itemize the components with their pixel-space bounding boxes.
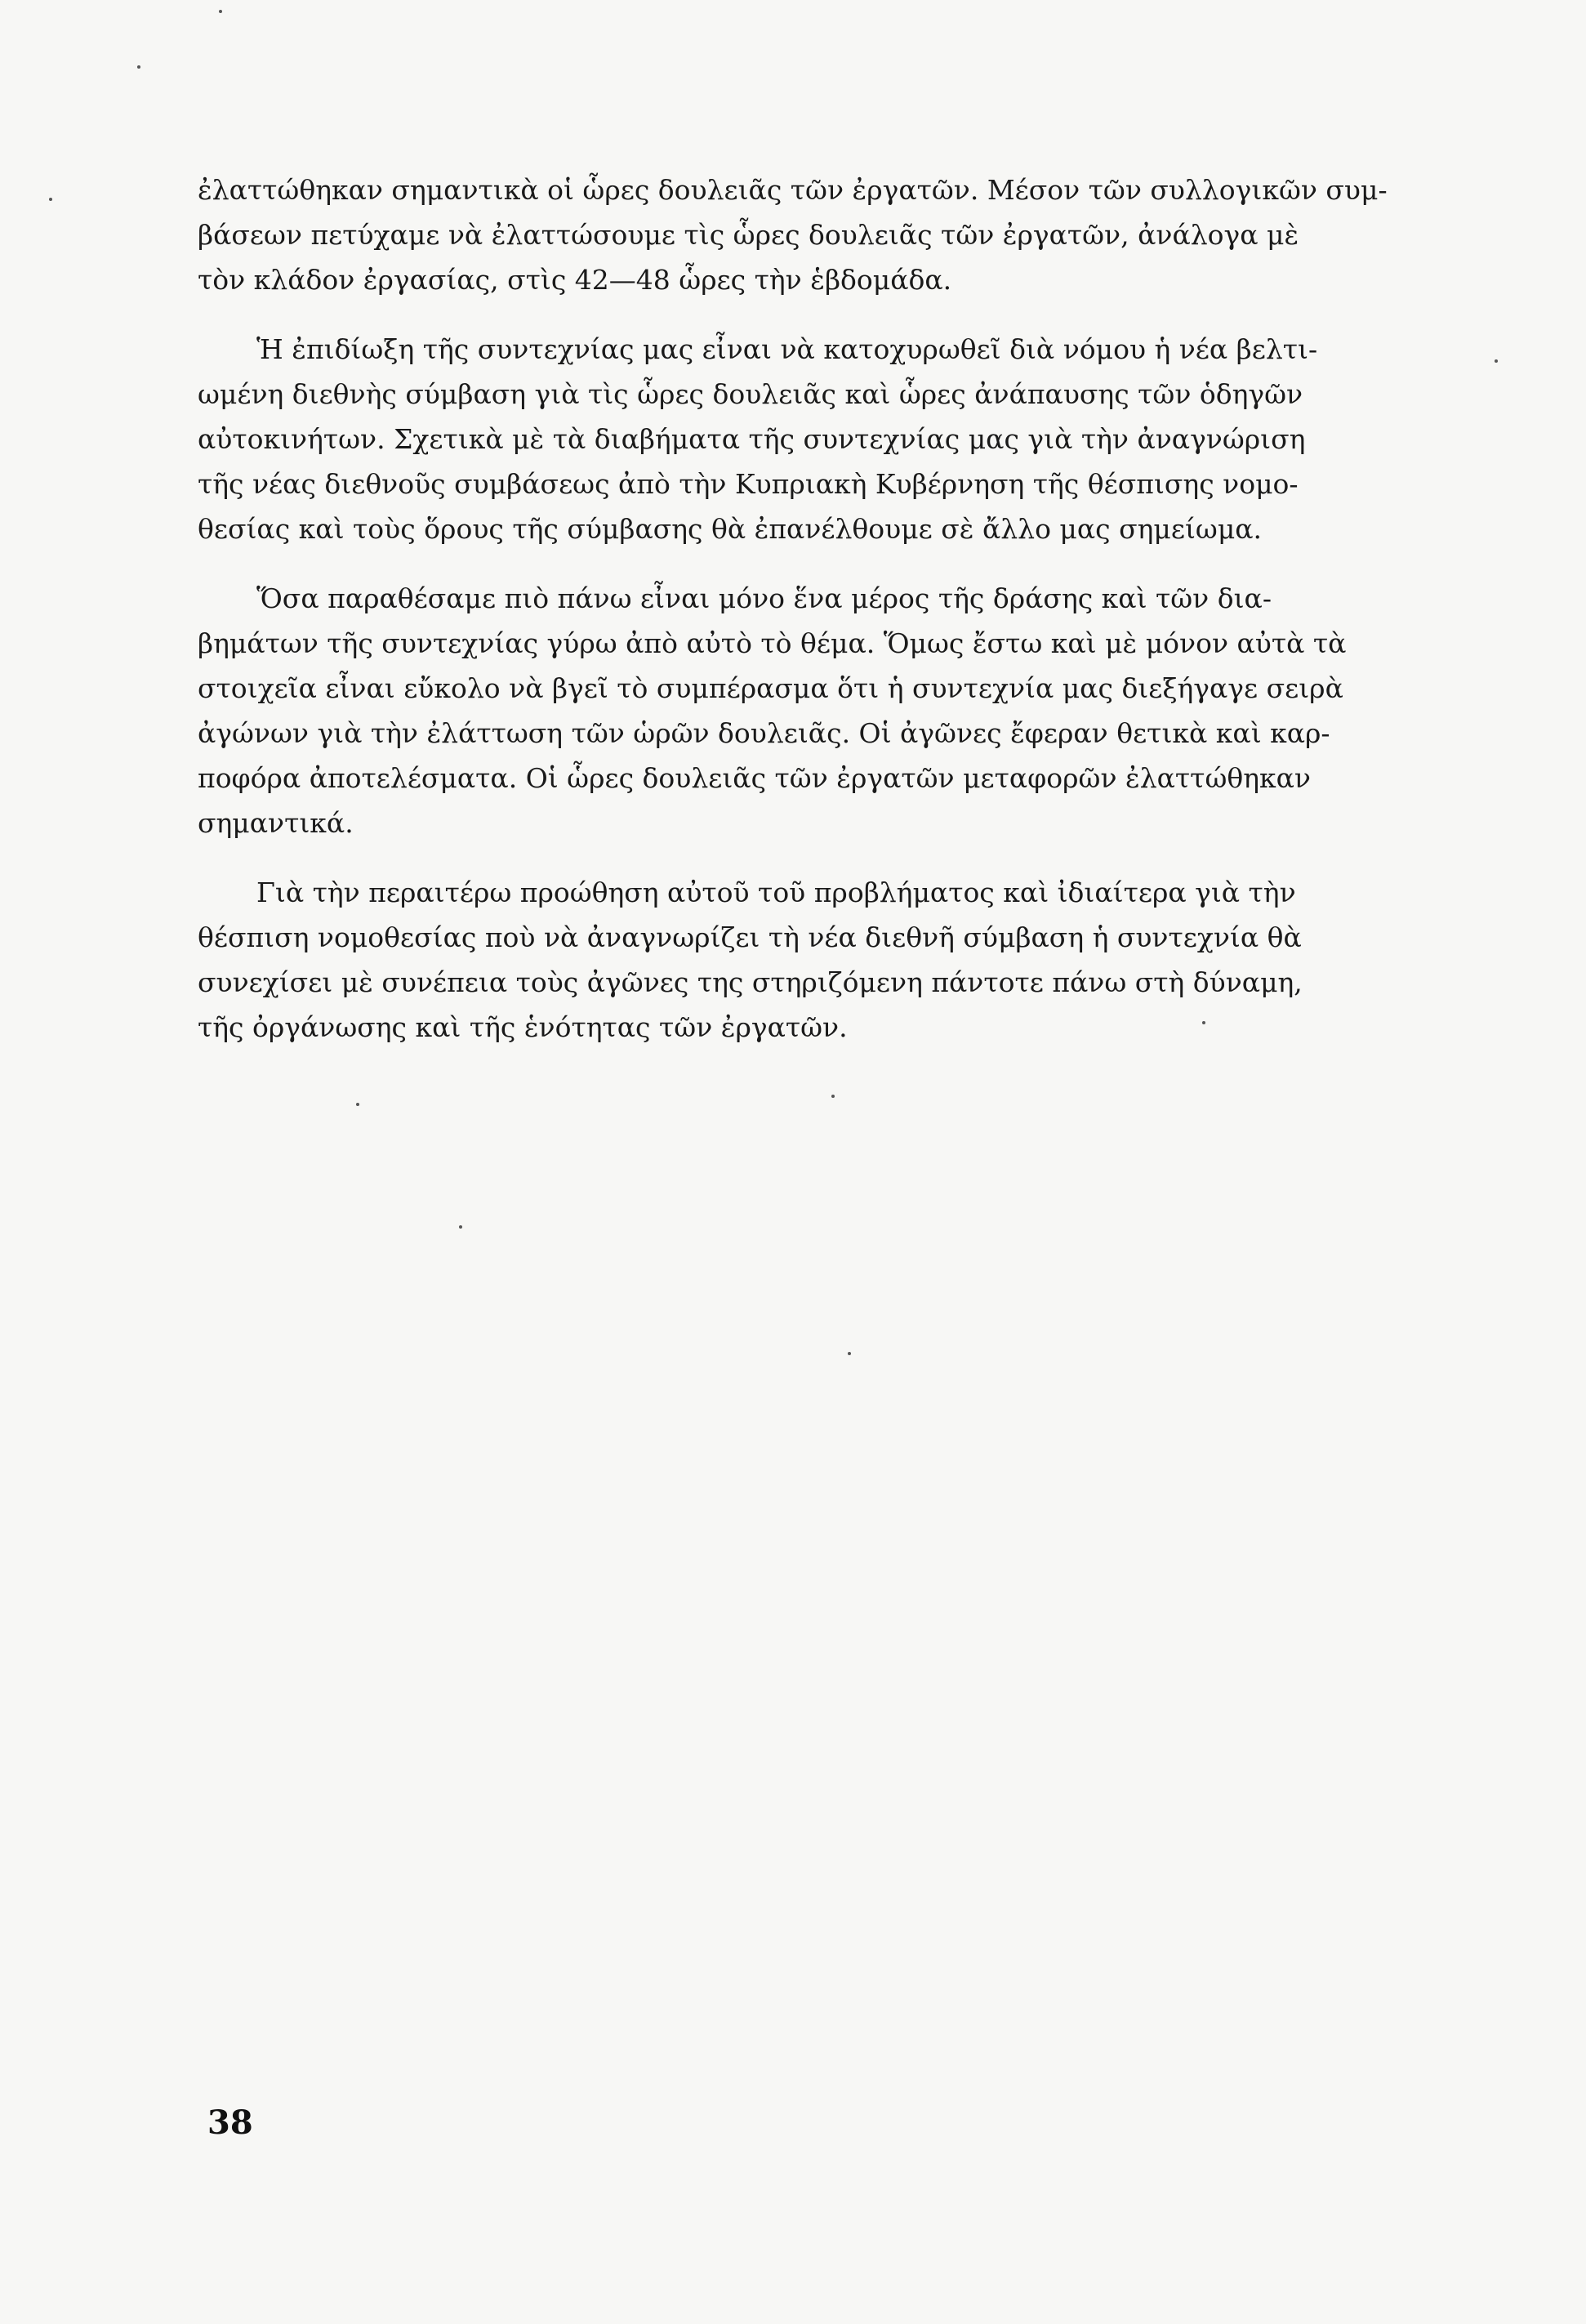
body-text (198, 167, 1406, 1074)
text-line: σημαντικά. (198, 807, 354, 839)
scan-speck (49, 198, 52, 201)
paragraph-4 (198, 870, 1406, 1050)
text-line: ἐλαττώθηκαν σημαντικὰ οἱ ὧρες δουλειᾶς τῶν ἐργατῶν. Μέσον τῶν συλλογικῶν συμ- (198, 174, 1388, 206)
text-line: Ἡ ἐπιδίωξη τῆς συντεχνίας μας εἶναι νὰ κατοχυρωθεῖ διὰ νόμου ἡ νέα βελτι- (256, 333, 1318, 365)
text-line: Γιὰ τὴν περαιτέρω προώθηση αὐτοῦ τοῦ προβλήματος καὶ ἰδιαίτερα γιὰ τὴν (256, 877, 1296, 908)
paragraph-1 (198, 167, 1406, 302)
paragraph-3 (198, 576, 1406, 845)
text-line: στοιχεῖα εἶναι εὔκολο νὰ βγεῖ τὸ συμπέρασμα ὅτι ἡ συντεχνία μας διεξήγαγε σειρὰ (198, 672, 1343, 704)
scan-speck (356, 1103, 359, 1106)
text-line: θεσίας καὶ τοὺς ὅρους τῆς σύμβασης θὰ ἐπανέλθουμε σὲ ἄλλο μας σημείωμα. (198, 513, 1263, 545)
text-line: ἀγώνων γιὰ τὴν ἐλάττωση τῶν ὡρῶν δουλειᾶς. Οἱ ἀγῶνες ἔφεραν θετικὰ καὶ καρ- (198, 717, 1330, 749)
text-line: τῆς ὀργάνωσης καὶ τῆς ἑνότητας τῶν ἐργατῶν. (198, 1011, 848, 1043)
scan-speck (137, 65, 140, 69)
scan-speck (831, 1095, 835, 1098)
scan-speck (848, 1352, 851, 1355)
page-number: 38 (207, 2103, 253, 2142)
text-line: ωμένη διεθνὴς σύμβαση γιὰ τὶς ὧρες δουλειᾶς καὶ ὧρες ἀνάπαυσης τῶν ὁδηγῶν (198, 378, 1303, 410)
text-line: βάσεων πετύχαμε νὰ ἐλαττώσουμε τὶς ὧρες δουλειᾶς τῶν ἐργατῶν, ἀνάλογα μὲ (198, 219, 1299, 251)
text-line: αὐτοκινήτων. Σχετικὰ μὲ τὰ διαβήματα τῆς συντεχνίας μας γιὰ τὴν ἀναγνώριση (198, 423, 1306, 455)
scan-speck (219, 10, 222, 13)
text-line: θέσπιση νομοθεσίας ποὺ νὰ ἀναγνωρίζει τὴ νέα διεθνῆ σύμβαση ἡ συντεχνία θὰ (198, 921, 1302, 953)
scan-speck (1495, 359, 1498, 363)
text-line: συνεχίσει μὲ συνέπεια τοὺς ἀγῶνες της στηριζόμενη πάντοτε πάνω στὴ δύναμη, (198, 966, 1303, 998)
text-line: Ὅσα παραθέσαμε πιὸ πάνω εἶναι μόνο ἕνα μέρος τῆς δράσης καὶ τῶν δια- (256, 582, 1272, 614)
text-line: βημάτων τῆς συντεχνίας γύρω ἀπὸ αὐτὸ τὸ θέμα. Ὅμως ἔστω καὶ μὲ μόνον αὐτὰ τὰ (198, 627, 1347, 659)
paragraph-2 (198, 327, 1406, 551)
text-line: ποφόρα ἀποτελέσματα. Οἱ ὧρες δουλειᾶς τῶν ἐργατῶν μεταφορῶν ἐλαττώθηκαν (198, 762, 1311, 794)
text-line: τὸν κλάδον ἐργασίας, στὶς 42—48 ὧρες τὴν ἑβδομάδα. (198, 264, 952, 296)
text-line: τῆς νέας διεθνοῦς συμβάσεως ἀπὸ τὴν Κυπριακὴ Κυβέρνηση τῆς θέσπισης νομο- (198, 468, 1299, 500)
scan-speck (459, 1225, 462, 1229)
scan-speck (1202, 1021, 1205, 1024)
